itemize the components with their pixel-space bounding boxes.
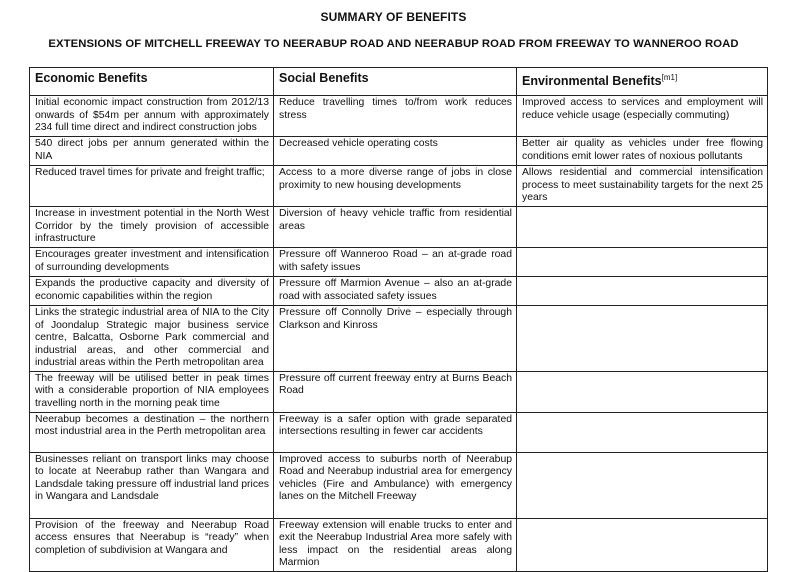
table-row [30,371,768,412]
social-cell: Freeway extension will enable trucks to enter and exit the Neerabup Industrial Area more safely with less impact on the residential areas along Marmion [274,518,517,571]
social-cell: Access to a more diverse range of jobs in close proximity to new housing developments [274,166,517,207]
table-row [30,277,768,306]
economic-cell: Increase in investment potential in the North West Corridor by the timely provision of accessible infrastructure [30,207,274,248]
economic-cell: Links the strategic industrial area of NIA to the City of Joondalup Strategic major business service centre, Balcatta, Osborne Park commercial and industrial areas, and other commercial and industrial areas within the Perth metropolitan area [30,306,274,372]
environmental-cell [517,412,768,452]
table-row [30,248,768,277]
table-row [30,412,768,452]
social-cell: Freeway is a safer option with grade separated intersections resulting in fewer car accidents [274,412,517,452]
header-economic: Economic Benefits [30,68,274,96]
social-cell: Pressure off Connolly Drive – especially through Clarkson and Kinross [274,306,517,372]
economic-cell: 540 direct jobs per annum generated within the NIA [30,137,274,166]
environmental-cell [517,371,768,412]
social-cell: Decreased vehicle operating costs [274,137,517,166]
header-environmental [517,68,768,96]
table-row [30,452,768,518]
environmental-cell [517,277,768,306]
environmental-cell: Improved access to services and employment will reduce vehicle usage (especially commuting) [517,96,768,137]
environmental-cell [517,207,768,248]
environmental-cell [517,518,768,571]
header-social: Social Benefits [274,68,517,96]
environmental-cell: Allows residential and commercial intensification process to meet sustainability targets for the next 25 years [517,166,768,207]
social-cell: Reduce travelling times to/from work reduces stress [274,96,517,137]
table-row [30,137,768,166]
social-cell: Pressure off Marmion Avenue – also an at-grade road with associated safety issues [274,277,517,306]
social-cell: Diversion of heavy vehicle traffic from residential areas [274,207,517,248]
social-cell: Pressure off current freeway entry at Burns Beach Road [274,371,517,412]
table-row [30,96,768,137]
table-row [30,306,768,372]
table-row [30,518,768,571]
table-body [30,96,768,572]
environmental-cell [517,306,768,372]
economic-cell: Provision of the freeway and Neerabup Road access ensures that Neerabup is “ready” when completion of subdivision at Wangara and [30,518,274,571]
economic-cell: Neerabup becomes a destination – the northern most industrial area in the Perth metropolitan area [30,412,274,452]
environmental-cell: Better air quality as vehicles under free flowing conditions emit lower rates of noxious pollutants [517,137,768,166]
economic-cell: Encourages greater investment and intensification of surrounding developments [30,248,274,277]
header-row [30,68,768,96]
benefits-table [29,67,768,572]
document-title: SUMMARY OF BENEFITS [320,10,467,24]
header-environmental-label: Environmental Benefits [522,74,662,89]
comment-marker: [m1] [661,73,678,82]
economic-cell: Reduced travel times for private and freight traffic; [30,166,274,207]
economic-cell: Expands the productive capacity and diversity of economic capabilities within the region [30,277,274,306]
economic-cell: The freeway will be utilised better in peak times with a considerable proportion of NIA employees travelling north in the morning peak time [30,371,274,412]
environmental-cell [517,248,768,277]
social-cell: Improved access to suburbs north of Neerabup Road and Neerabup industrial area for emergency vehicles (Fire and Ambulance) with emergency lanes on the Mitchell Freeway [274,452,517,518]
document-subtitle: EXTENSIONS OF MITCHELL FREEWAY TO NEERABUP ROAD AND NEERABUP ROAD FROM FREEWAY TO WANNEROO ROAD [48,38,739,50]
table-row [30,166,768,207]
environmental-cell [517,452,768,518]
economic-cell: Businesses reliant on transport links may choose to locate at Neerabup rather than Wangara and Landsdale taking pressure off industrial land prices in Wangara and Landsdale [30,452,274,518]
table-row [30,207,768,248]
economic-cell: Initial economic impact construction from 2012/13 onwards of $54m per annum with approximately 234 full time direct and indirect construction jobs [30,96,274,137]
social-cell: Pressure off Wanneroo Road – an at-grade road with safety issues [274,248,517,277]
